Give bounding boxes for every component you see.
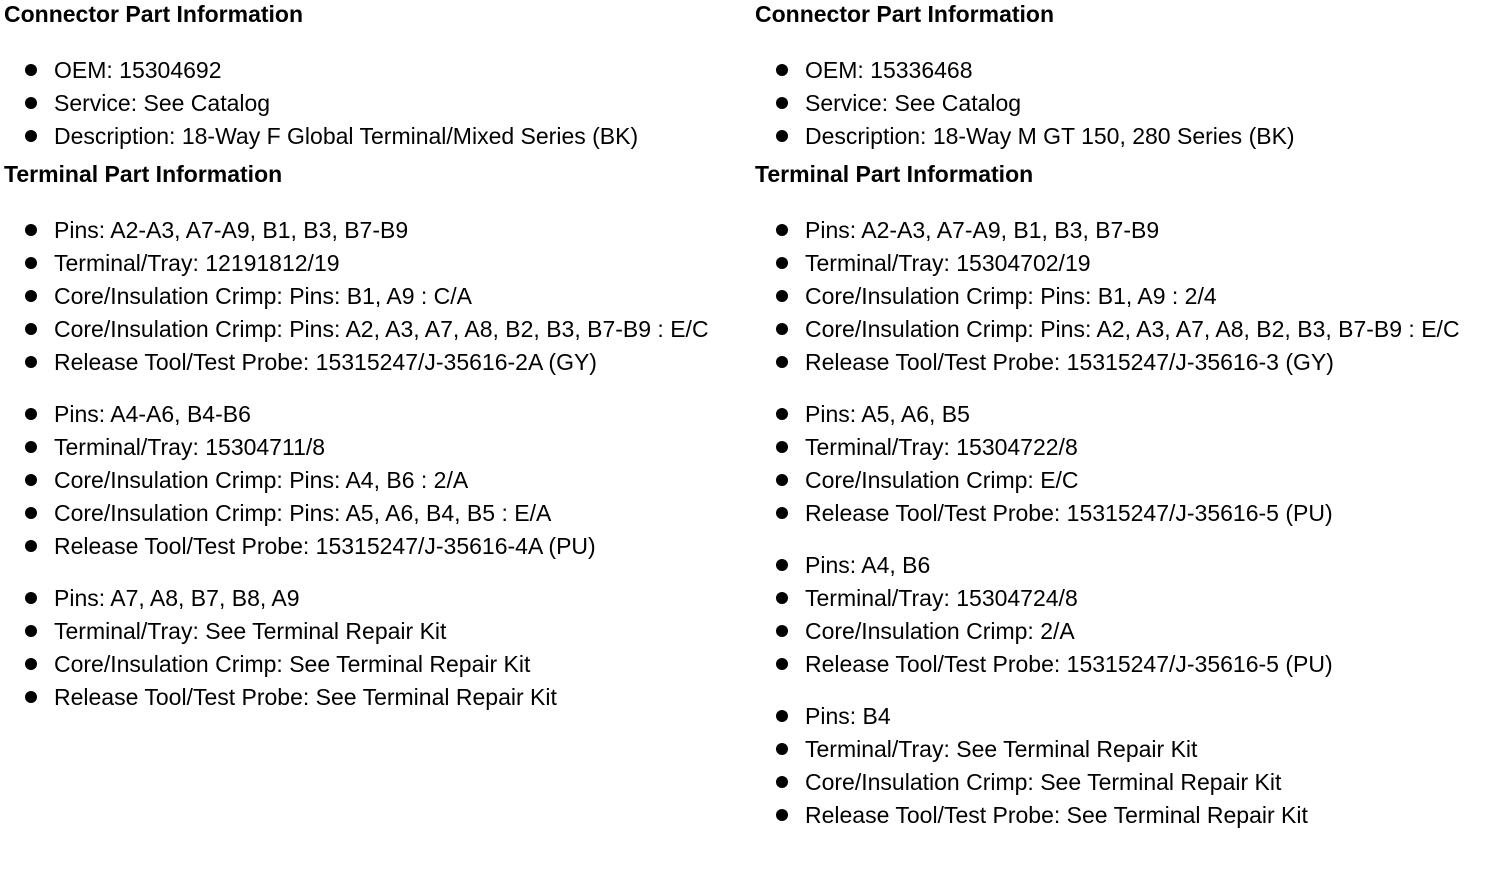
bullet-icon xyxy=(776,408,788,420)
list-item: Description: 18-Way F Global Terminal/Mixed Series (BK) xyxy=(4,121,749,152)
list-item: Terminal/Tray: 12191812/19 xyxy=(4,248,749,279)
bullet-icon xyxy=(776,257,788,269)
list-item: Pins: A2-A3, A7-A9, B1, B3, B7-B9 xyxy=(4,215,749,246)
connector-list xyxy=(755,55,1500,152)
bullet-icon xyxy=(25,507,37,519)
bullet-icon xyxy=(25,224,37,236)
left-column xyxy=(4,0,749,715)
bullet-icon xyxy=(776,441,788,453)
bullet-icon xyxy=(776,290,788,302)
bullet-icon xyxy=(776,809,788,821)
list-item: Core/Insulation Crimp: Pins: B1, A9 : 2/4 xyxy=(755,281,1500,312)
list-item: Core/Insulation Crimp: E/C xyxy=(755,465,1500,496)
terminal-heading: Terminal Part Information xyxy=(755,161,1034,187)
bullet-icon xyxy=(25,625,37,637)
list-item: Description: 18-Way M GT 150, 280 Series (BK) xyxy=(755,121,1500,152)
bullet-icon xyxy=(25,64,37,76)
list-item: Pins: A2-A3, A7-A9, B1, B3, B7-B9 xyxy=(755,215,1500,246)
list-item: Core/Insulation Crimp: Pins: A2, A3, A7, A8, B2, B3, B7-B9 : E/C xyxy=(4,314,749,345)
bullet-icon xyxy=(776,64,788,76)
bullet-icon xyxy=(776,743,788,755)
bullet-icon xyxy=(776,224,788,236)
bullet-icon xyxy=(25,441,37,453)
list-item: Release Tool/Test Probe: 15315247/J-35616-4A (PU) xyxy=(4,531,749,562)
bullet-icon xyxy=(25,474,37,486)
list-item: Pins: B4 xyxy=(755,701,1500,732)
list-item: Pins: A5, A6, B5 xyxy=(755,399,1500,430)
terminal-group xyxy=(4,215,749,378)
bullet-icon xyxy=(776,97,788,109)
bullet-icon xyxy=(25,323,37,335)
list-item: Core/Insulation Crimp: See Terminal Repair Kit xyxy=(4,649,749,680)
bullet-icon xyxy=(25,130,37,142)
list-item: Core/Insulation Crimp: 2/A xyxy=(755,616,1500,647)
bullet-icon xyxy=(25,97,37,109)
terminal-group xyxy=(755,701,1500,831)
bullet-icon xyxy=(25,408,37,420)
bullet-icon xyxy=(25,356,37,368)
bullet-icon xyxy=(25,691,37,703)
bullet-icon xyxy=(776,507,788,519)
bullet-icon xyxy=(25,592,37,604)
list-item: Release Tool/Test Probe: 15315247/J-35616-5 (PU) xyxy=(755,498,1500,529)
terminal-group xyxy=(4,583,749,713)
list-item: Pins: A7, A8, B7, B8, A9 xyxy=(4,583,749,614)
list-item: Terminal/Tray: 15304722/8 xyxy=(755,432,1500,463)
connector-list xyxy=(4,55,749,152)
list-item: Core/Insulation Crimp: Pins: B1, A9 : C/A xyxy=(4,281,749,312)
list-item: Pins: A4-A6, B4-B6 xyxy=(4,399,749,430)
list-item: Release Tool/Test Probe: See Terminal Repair Kit xyxy=(755,800,1500,831)
bullet-icon xyxy=(25,257,37,269)
bullet-icon xyxy=(25,290,37,302)
bullet-icon xyxy=(25,540,37,552)
bullet-icon xyxy=(776,474,788,486)
list-item: Terminal/Tray: 15304711/8 xyxy=(4,432,749,463)
list-item: Service: See Catalog xyxy=(4,88,749,119)
list-item: Core/Insulation Crimp: See Terminal Repair Kit xyxy=(755,767,1500,798)
right-column xyxy=(755,0,1500,833)
terminal-group xyxy=(755,215,1500,378)
bullet-icon xyxy=(776,559,788,571)
list-item: Terminal/Tray: See Terminal Repair Kit xyxy=(755,734,1500,765)
list-item: Release Tool/Test Probe: See Terminal Repair Kit xyxy=(4,682,749,713)
list-item: OEM: 15336468 xyxy=(755,55,1500,86)
bullet-icon xyxy=(25,658,37,670)
list-item: Core/Insulation Crimp: Pins: A2, A3, A7, A8, B2, B3, B7-B9 : E/C xyxy=(755,314,1500,345)
bullet-icon xyxy=(776,356,788,368)
connector-heading: Connector Part Information xyxy=(4,1,304,27)
terminal-group xyxy=(4,399,749,562)
list-item: Release Tool/Test Probe: 15315247/J-35616-2A (GY) xyxy=(4,347,749,378)
list-item: Service: See Catalog xyxy=(755,88,1500,119)
list-item: Pins: A4, B6 xyxy=(755,550,1500,581)
bullet-icon xyxy=(776,323,788,335)
list-item: Terminal/Tray: 15304724/8 xyxy=(755,583,1500,614)
bullet-icon xyxy=(776,625,788,637)
terminal-heading: Terminal Part Information xyxy=(4,161,283,187)
bullet-icon xyxy=(776,776,788,788)
list-item: Release Tool/Test Probe: 15315247/J-35616-3 (GY) xyxy=(755,347,1500,378)
list-item: OEM: 15304692 xyxy=(4,55,749,86)
terminal-group xyxy=(755,550,1500,680)
bullet-icon xyxy=(776,658,788,670)
list-item: Terminal/Tray: 15304702/19 xyxy=(755,248,1500,279)
bullet-icon xyxy=(776,592,788,604)
list-item: Core/Insulation Crimp: Pins: A4, B6 : 2/A xyxy=(4,465,749,496)
connector-heading: Connector Part Information xyxy=(755,1,1055,27)
terminal-group xyxy=(755,399,1500,529)
list-item: Core/Insulation Crimp: Pins: A5, A6, B4, B5 : E/A xyxy=(4,498,749,529)
bullet-icon xyxy=(776,710,788,722)
list-item: Terminal/Tray: See Terminal Repair Kit xyxy=(4,616,749,647)
list-item: Release Tool/Test Probe: 15315247/J-35616-5 (PU) xyxy=(755,649,1500,680)
bullet-icon xyxy=(776,130,788,142)
